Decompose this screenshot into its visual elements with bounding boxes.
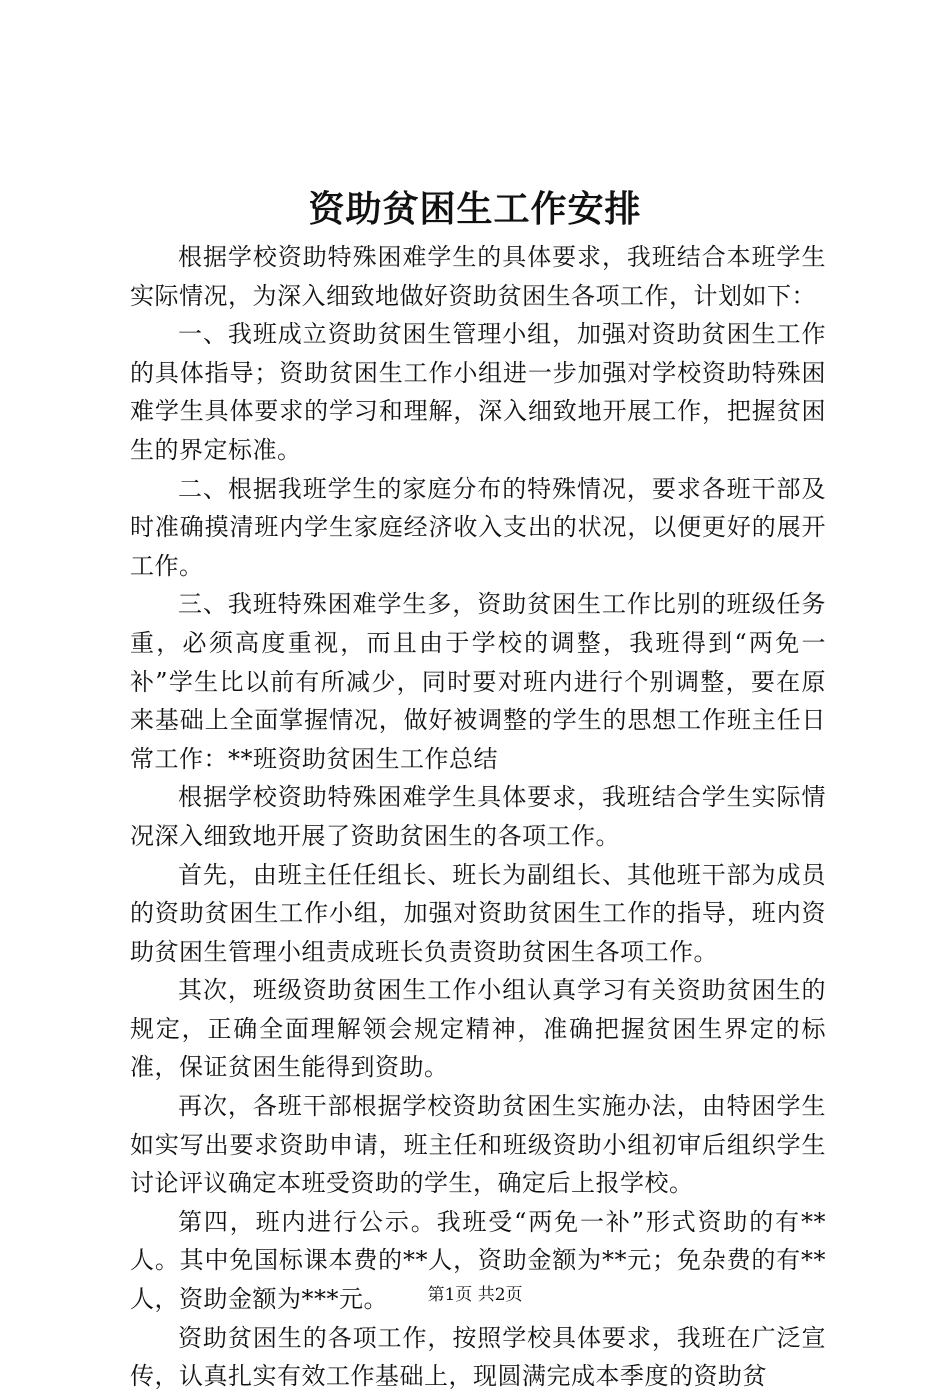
document-body: [130, 238, 826, 1396]
paragraph-item-1: 一、我班成立资助贫困生管理小组，加强对资助贫困生工作的具体指导；资助贫困生工作小组进一步加强对学校资助特殊困难学生具体要求的学习和理解，深入细致地开展工作，把握贫困生的界定标准。: [130, 320, 826, 464]
paragraph-first: 首先，由班主任任组长、班长为副组长、其他班干部为成员的资助贫困生工作小组，加强对资助贫困生工作的指导，班内资助贫困生管理小组责成班长负责资助贫困生各项工作。: [130, 860, 826, 966]
paragraph-third: 再次，各班干部根据学校资助贫困生实施办法，由特困学生如实写出要求资助申请，班主任和班级资助小组初审后组织学生讨论评议确定本班受资助的学生，确定后上报学校。: [130, 1092, 826, 1198]
page-number-footer: 第1页 共2页: [427, 1285, 523, 1305]
paragraph-item-2: 二、根据我班学生的家庭分布的特殊情况，要求各班干部及时准确摸清班内学生家庭经济收入支出的状况，以便更好的展开工作。: [130, 474, 826, 580]
paragraph-item-3: 三、我班特殊困难学生多，资助贫困生工作比别的班级任务重，必须高度重视，而且由于学校的调整，我班得到“两免一补”学生比以前有所减少，同时要对班内进行个别调整，要在原来基础上全面掌握情况，做好被调整的学生的思想工作班主任日常工作：**班资助贫困生工作总结: [130, 590, 826, 773]
paragraph-conclusion: 资助贫困生的各项工作，按照学校具体要求，我班在广泛宣传，认真扎实有效工作基础上，现圆满完成本季度的资助贫: [130, 1323, 826, 1391]
paragraph-fourth: 第四，班内进行公示。我班受“两免一补”形式资助的有**人。其中免国标课本费的**人，资助金额为**元；免杂费的有**人，资助金额为***元。: [130, 1207, 826, 1314]
paragraph-summary-intro: 根据学校资助特殊困难学生具体要求，我班结合学生实际情况深入细致地开展了资助贫困生的各项工作。: [130, 783, 826, 850]
paragraph-second: 其次，班级资助贫困生工作小组认真学习有关资助贫困生的规定，正确全面理解领会规定精神，准确把握贫困生界定的标准，保证贫困生能得到资助。: [130, 976, 826, 1082]
document-title: 资助贫困生工作安排: [308, 188, 642, 230]
paragraph-intro: 根据学校资助特殊困难学生的具体要求，我班结合本班学生实际情况，为深入细致地做好资助贫困生各项工作，计划如下：: [130, 243, 826, 310]
